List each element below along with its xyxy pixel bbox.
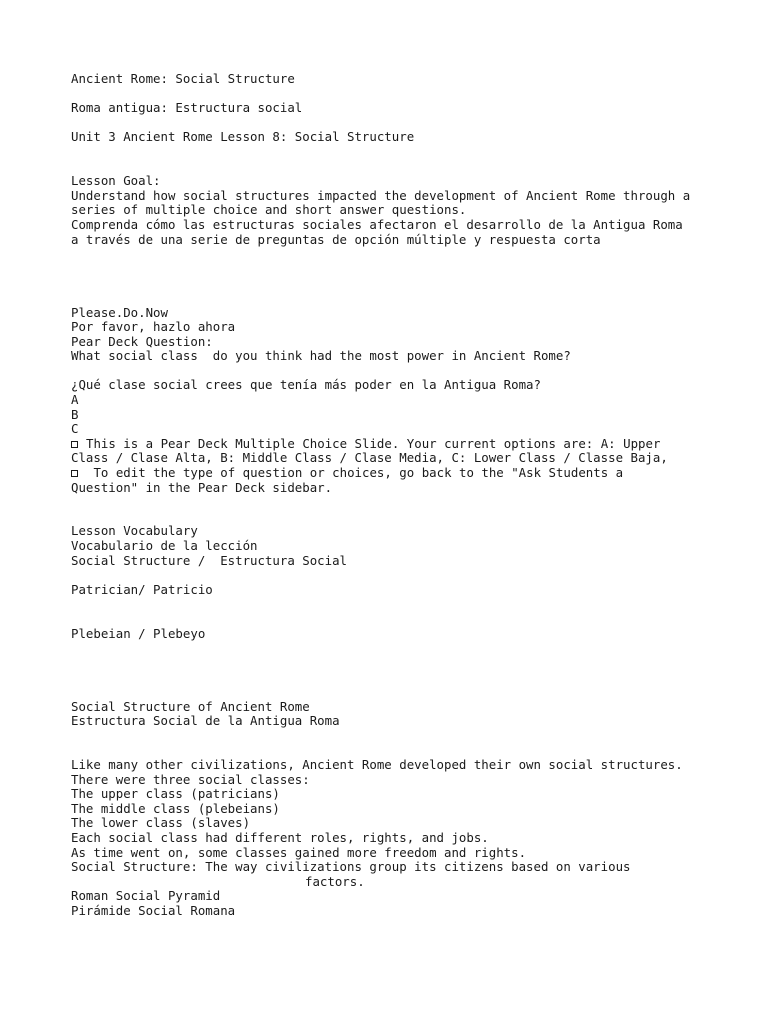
structure-line: Social Structure: The way civilizations group its citizens based on various [71, 859, 631, 875]
question-english: What social class do you think had the most power in Ancient Rome? [71, 348, 571, 364]
title-spanish: Roma antigua: Estructura social [71, 100, 303, 116]
do-now-title: Please.Do.Now [71, 304, 168, 320]
option-b: B [71, 406, 79, 422]
document-page [71, 72, 731, 918]
question-spanish: ¿Qué clase social crees que tenía más poder en la Antigua Roma? [71, 377, 541, 393]
structure-line: As time went on, some classes gained more freedom and rights. [71, 844, 527, 860]
vocab-subtitle: Vocabulario de la lección [71, 538, 258, 554]
do-now-subtitle: Por favor, hazlo ahora [71, 319, 236, 335]
structure-line: The middle class (plebeians) [71, 800, 280, 816]
vocab-term: Social Structure / Estructura Social [71, 552, 348, 568]
vocab-title: Lesson Vocabulary [71, 523, 198, 539]
vocab-term: Plebeian / Plebeyo [71, 625, 206, 641]
note-text: This is a Pear Deck Multiple Choice Slide. Your current options are: A: Upper [86, 435, 661, 451]
title-english: Ancient Rome: Social Structure [71, 71, 295, 86]
goal-line: Understand how social structures impacted the development of Ancient Rome through a [71, 187, 691, 203]
vocabulary-section [71, 524, 731, 641]
vocab-term: Patrician/ Patricio [71, 581, 213, 597]
structure-line: Like many other civilizations, Ancient Rome developed their own social structures. [71, 756, 683, 772]
goal-line: a través de una serie de preguntas de opción múltiple y respuesta corta [71, 231, 601, 247]
lesson-goal-section [71, 174, 731, 247]
structure-line: The upper class (patricians) [71, 786, 280, 802]
structure-subtitle: Estructura Social de la Antigua Roma [71, 713, 340, 729]
structure-continuation: factors. [305, 873, 365, 889]
structure-line: The lower class (slaves) [71, 815, 251, 831]
structure-line: There were three social classes: [71, 771, 310, 787]
checkbox-bullet-icon [71, 470, 78, 477]
note-line [71, 437, 731, 452]
question-label: Pear Deck Question: [71, 333, 213, 349]
option-c: C [71, 421, 79, 437]
pyramid-title-english: Roman Social Pyramid [71, 888, 221, 904]
unit-title: Unit 3 Ancient Rome Lesson 8: Social Structure [71, 129, 415, 145]
structure-line: Each social class had different roles, rights, and jobs. [71, 829, 489, 845]
note-line: Class / Clase Alta, B: Middle Class / Clase Media, C: Lower Class / Classe Baja, [71, 450, 668, 466]
option-a: A [71, 392, 79, 408]
do-now-section [71, 306, 731, 496]
lesson-goal-label: Lesson Goal: [71, 173, 161, 189]
structure-title: Social Structure of Ancient Rome [71, 698, 310, 714]
note-line: Question" in the Pear Deck sidebar. [71, 479, 333, 495]
goal-line: Comprenda cómo las estructuras sociales afectaron el desarrollo de la Antigua Roma [71, 216, 683, 232]
social-structure-section [71, 700, 731, 919]
note-line [71, 466, 731, 481]
goal-line: series of multiple choice and short answer questions. [71, 202, 467, 218]
checkbox-bullet-icon [71, 441, 78, 448]
pyramid-title-spanish: Pirámide Social Romana [71, 902, 236, 918]
note-text: To edit the type of question or choices, go back to the "Ask Students a [86, 465, 624, 481]
